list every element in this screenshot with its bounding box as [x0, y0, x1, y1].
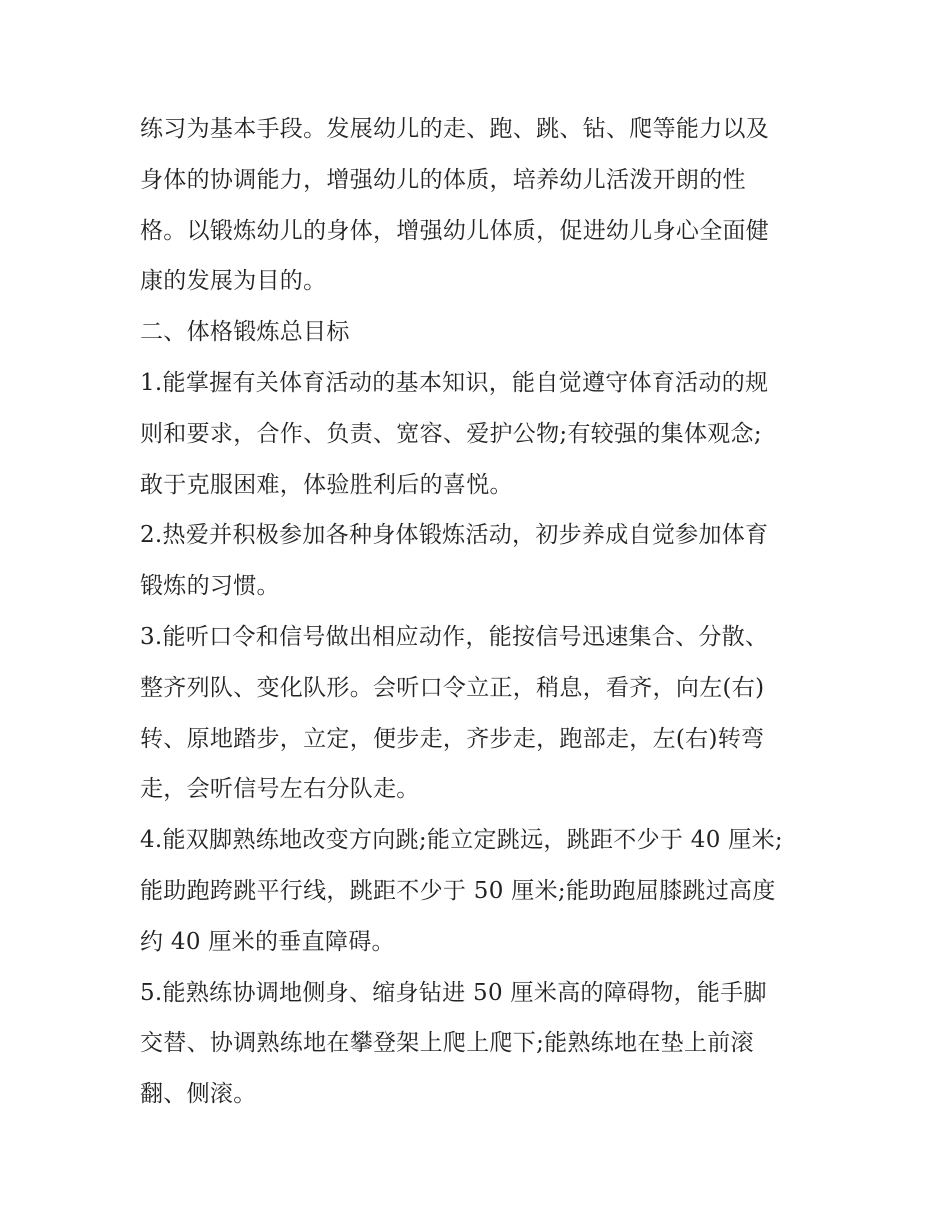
- list-item-line: 1.能掌握有关体育活动的基本知识，能自觉遵守体育活动的规: [140, 369, 769, 396]
- list-item-line: 转、原地踏步，立定，便步走，齐步走，跑部走，左(右)转弯: [140, 725, 765, 752]
- paragraph-line: 身体的协调能力，增强幼儿的体质，培养幼儿活泼开朗的性: [140, 166, 746, 193]
- paragraph-line: 格。以锻炼幼儿的身体，增强幼儿体质，促进幼儿身心全面健: [140, 217, 770, 244]
- list-item-line: 约 40 厘米的垂直障碍。: [140, 928, 395, 955]
- list-item-line: 翻、侧滚。: [140, 1081, 257, 1108]
- list-item-line: 锻炼的习惯。: [140, 573, 280, 600]
- paragraph-line: 康的发展为目的。: [140, 268, 327, 295]
- list-item-line: 敢于克服困难，体验胜利后的喜悦。: [140, 471, 513, 498]
- paragraph-line: 练习为基本手段。发展幼儿的走、跑、跳、钻、爬等能力以及: [140, 116, 770, 142]
- list-item-line: 5.能熟练协调地侧身、缩身钻进 50 厘米高的障碍物，能手脚: [140, 979, 767, 1006]
- list-item-line: 4.能双脚熟练地改变方向跳;能立定跳远，跳距不少于 40 厘米;: [140, 827, 783, 854]
- list-item-line: 2.热爱并积极参加各种身体锻炼活动，初步养成自觉参加体育: [140, 522, 769, 549]
- list-item-line: 3.能听口令和信号做出相应动作，能按信号迅速集合、分散、: [140, 623, 769, 650]
- list-item-line: 则和要求，合作、负责、宽容、爱护公物;有较强的集体观念;: [140, 420, 762, 447]
- section-heading: 二、体格锻炼总目标: [140, 319, 350, 346]
- document-body: [140, 104, 820, 1120]
- list-item-line: 整齐列队、变化队形。会听口令立正，稍息，看齐，向左(右): [140, 674, 765, 701]
- list-item-line: 能助跑跨跳平行线，跳距不少于 50 厘米;能助跑屈膝跳过高度: [140, 877, 776, 904]
- list-item-line: 走，会听信号左右分队走。: [140, 776, 420, 803]
- list-item-line: 交替、协调熟练地在攀登架上爬上爬下;能熟练地在垫上前滚: [140, 1030, 754, 1057]
